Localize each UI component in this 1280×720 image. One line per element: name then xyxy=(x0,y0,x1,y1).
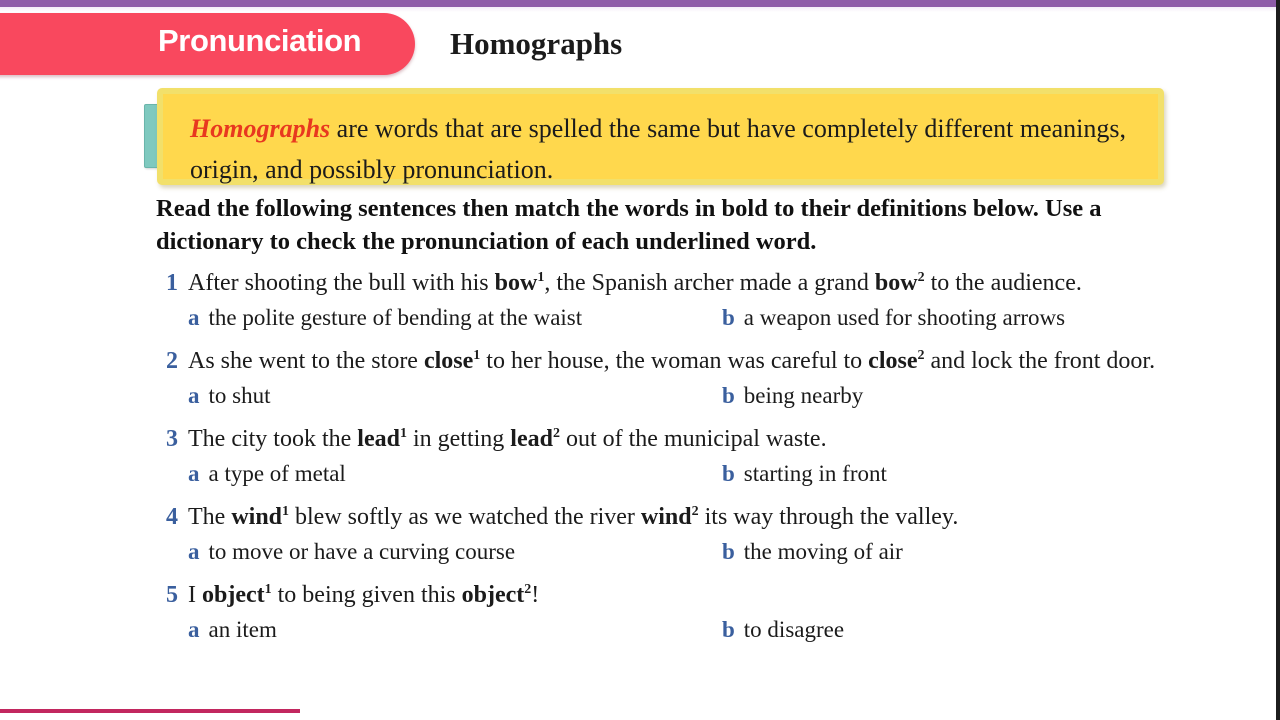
exercise-options xyxy=(188,613,1167,646)
option-text: an item xyxy=(208,617,277,642)
homograph-superscript: 1 xyxy=(399,426,407,441)
homograph-word: bow xyxy=(494,270,538,296)
option-letter: b xyxy=(722,305,735,330)
option-text: the moving of air xyxy=(743,539,903,564)
exercise-option[interactable] xyxy=(188,535,722,568)
option-text: being nearby xyxy=(743,383,864,408)
pronunciation-badge-label: Pronunciation xyxy=(158,23,362,58)
option-text: to move or have a curving course xyxy=(208,539,516,564)
sentence-fragment: ! xyxy=(531,582,540,608)
sentence-fragment: As she went to the store xyxy=(188,348,424,374)
exercise-number: 4 xyxy=(166,504,178,530)
option-letter: a xyxy=(188,305,200,330)
option-letter: a xyxy=(188,461,200,486)
homograph-word: close xyxy=(423,348,474,374)
sentence-fragment: , the Spanish archer made a grand xyxy=(544,270,875,296)
definition-keyword: Homographs xyxy=(190,114,331,143)
page-title: Homographs xyxy=(450,26,623,61)
sentence-fragment: After shooting the bull with his xyxy=(188,270,495,296)
option-letter: b xyxy=(722,383,735,408)
homograph-word: wind xyxy=(231,504,283,530)
sentence-fragment: to being given this xyxy=(271,582,462,608)
homograph-word: wind xyxy=(640,504,692,530)
exercise-item xyxy=(152,422,1167,490)
exercise-sentence-row xyxy=(152,578,1167,612)
exercise-number: 5 xyxy=(166,582,178,608)
sentence-fragment: The city took the xyxy=(188,426,358,452)
instruction-text: Read the following sentences then match the words in bold to their definitions below. Use a dictionary to check the pronunciation of each underlined word. xyxy=(156,195,1102,255)
homograph-superscript: 2 xyxy=(524,582,532,597)
exercise-option[interactable] xyxy=(188,379,722,412)
sentence-fragment: blew softly as we watched the river xyxy=(289,504,641,530)
definition-callout-text xyxy=(190,108,1140,190)
sentence-fragment: to her house, the woman was careful to xyxy=(480,348,869,374)
option-letter: a xyxy=(188,617,200,642)
exercise-options xyxy=(188,301,1167,334)
definition-body: are words that are spelled the same but have completely different meanings, origin, and possibly pronunciation. xyxy=(190,114,1126,184)
option-text: a type of metal xyxy=(208,461,346,486)
homograph-superscript: 2 xyxy=(917,348,925,363)
homograph-word: lead xyxy=(510,426,553,452)
option-text: the polite gesture of bending at the waist xyxy=(208,305,583,330)
exercise-options xyxy=(188,457,1167,490)
exercise-option[interactable] xyxy=(188,301,722,334)
homograph-superscript: 1 xyxy=(264,582,272,597)
sentence-fragment: its way through the valley. xyxy=(698,504,959,530)
exercise-sentence-row xyxy=(152,422,1167,456)
exercise-sentence-row xyxy=(152,344,1167,378)
homograph-word: object xyxy=(202,582,265,608)
sentence-fragment: to the audience. xyxy=(924,270,1082,296)
exercise-item xyxy=(152,266,1167,334)
option-letter: b xyxy=(722,539,735,564)
exercise-options xyxy=(188,535,1167,568)
option-letter: b xyxy=(722,617,735,642)
exercise-item xyxy=(152,578,1167,646)
exercise-list xyxy=(152,266,1167,656)
sentence-fragment: in getting xyxy=(406,426,511,452)
exercise-number: 1 xyxy=(166,270,178,296)
option-text: starting in front xyxy=(743,461,887,486)
exercise-options xyxy=(188,379,1167,412)
homograph-superscript: 1 xyxy=(473,348,481,363)
exercise-item xyxy=(152,344,1167,412)
homograph-superscript: 1 xyxy=(537,270,545,285)
option-letter: a xyxy=(188,539,200,564)
exercise-sentence xyxy=(188,344,1167,378)
exercise-sentence xyxy=(188,500,1167,534)
sentence-fragment: I xyxy=(188,582,202,608)
option-letter: a xyxy=(188,383,200,408)
homograph-word: object xyxy=(461,582,525,608)
exercise-option[interactable] xyxy=(188,457,722,490)
option-letter: b xyxy=(722,461,735,486)
exercise-sentence-row xyxy=(152,500,1167,534)
homograph-word: lead xyxy=(357,426,400,452)
bottom-pink-rule xyxy=(0,709,300,713)
definition-callout xyxy=(157,88,1164,185)
exercise-option[interactable] xyxy=(722,301,1065,334)
sentence-fragment: and lock the front door. xyxy=(924,348,1156,374)
top-rule-fade xyxy=(0,7,1280,12)
exercise-number: 3 xyxy=(166,426,178,452)
sentence-fragment: The xyxy=(188,504,232,530)
exercise-sentence xyxy=(188,266,1167,300)
option-text: to disagree xyxy=(743,617,845,642)
option-text: to shut xyxy=(208,383,271,408)
exercise-option[interactable] xyxy=(722,379,863,412)
exercise-number: 2 xyxy=(166,348,178,374)
homograph-superscript: 2 xyxy=(917,270,925,285)
top-purple-rule xyxy=(0,0,1280,7)
exercise-sentence xyxy=(188,422,1167,456)
exercise-option[interactable] xyxy=(722,457,887,490)
exercise-option[interactable] xyxy=(722,535,903,568)
homograph-superscript: 2 xyxy=(552,426,560,441)
homograph-word: close xyxy=(868,348,918,374)
sentence-fragment: out of the municipal waste. xyxy=(559,426,827,452)
homograph-word: bow xyxy=(874,270,918,296)
exercise-option[interactable] xyxy=(722,613,844,646)
exercise-sentence-row xyxy=(152,266,1167,300)
homograph-superscript: 1 xyxy=(282,504,290,519)
homograph-superscript: 2 xyxy=(691,504,699,519)
exercise-option[interactable] xyxy=(188,613,722,646)
exercise-item xyxy=(152,500,1167,568)
option-text: a weapon used for shooting arrows xyxy=(743,305,1066,330)
right-edge-rule xyxy=(1276,0,1280,720)
exercise-sentence xyxy=(188,578,1167,612)
